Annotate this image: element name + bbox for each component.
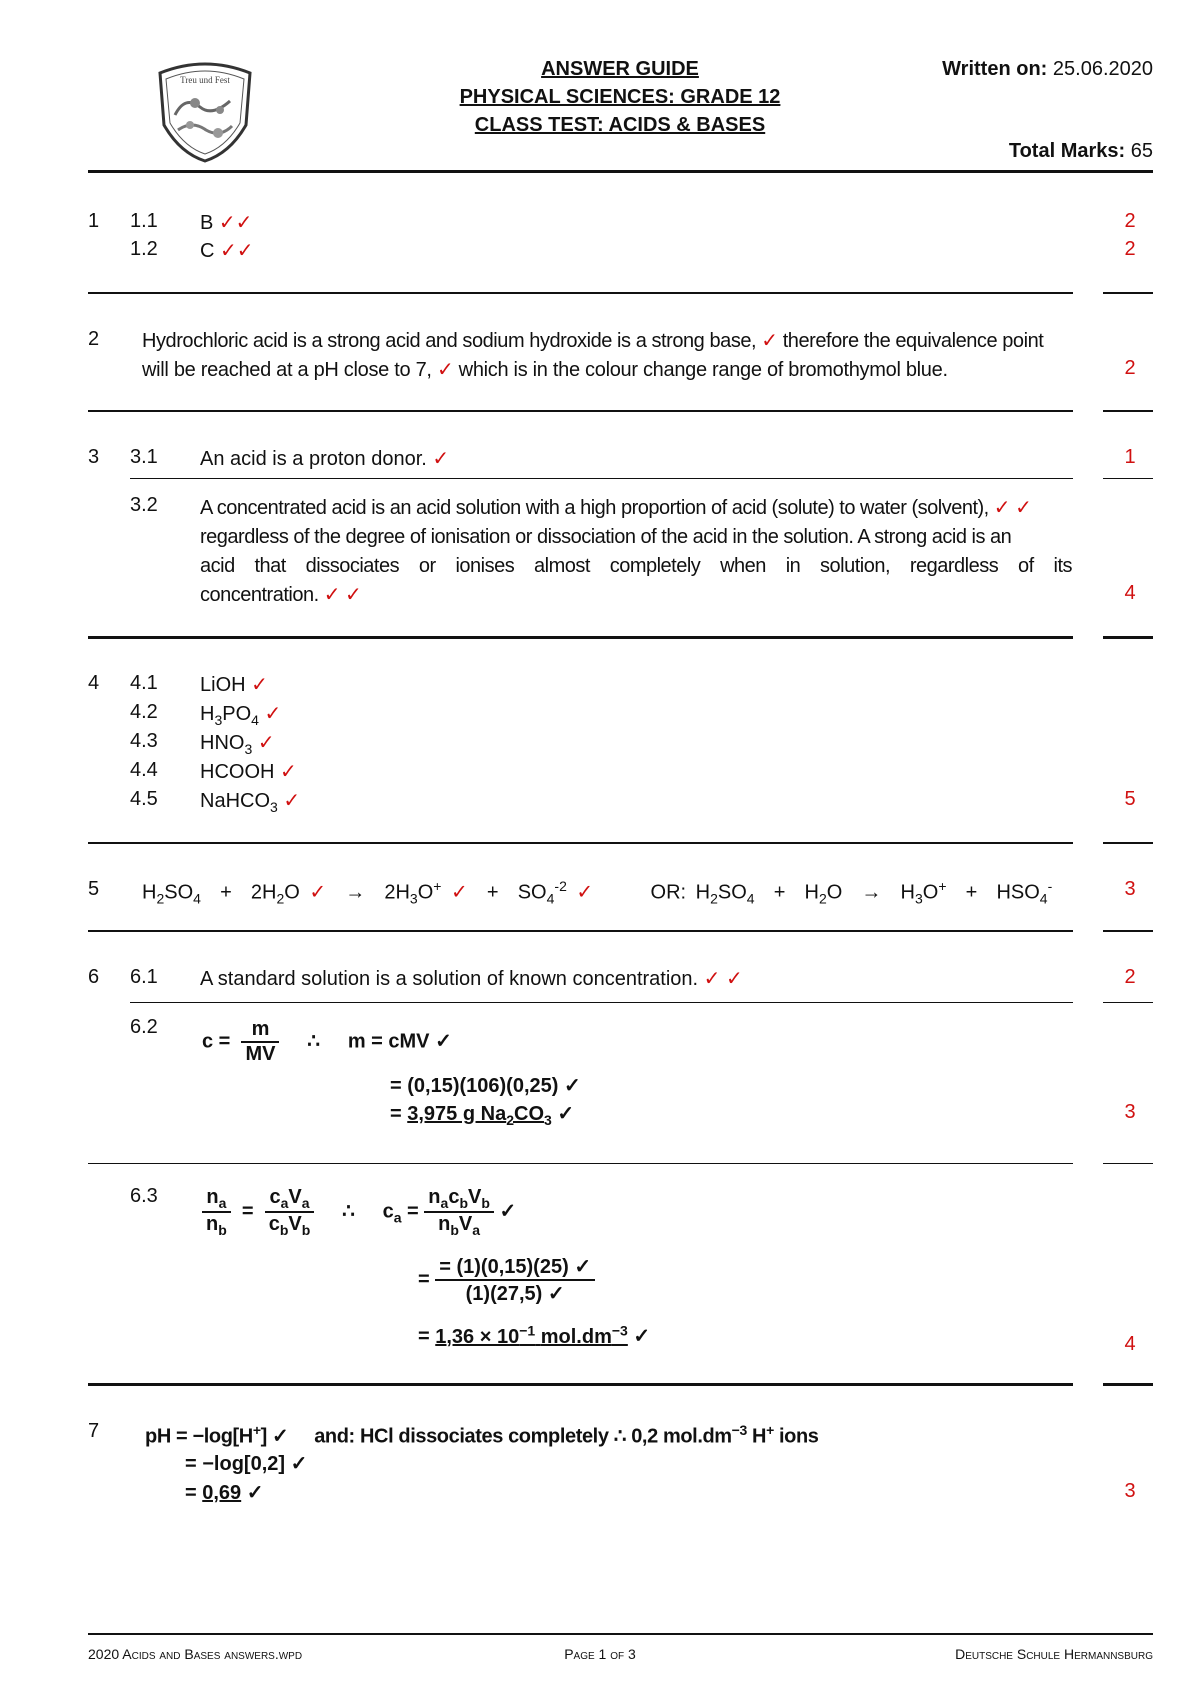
q7-line2: = −log[0,2] ✓ <box>185 1453 308 1475</box>
q6-3-label: 6.3 <box>130 1185 158 1207</box>
divider <box>130 478 1073 479</box>
marks-divider <box>1103 1163 1153 1164</box>
q4-2-answer: $H_3PO_4$ ✓ <box>200 703 282 728</box>
q6-3-result: = $1,36 \times 10^{-1}$ $mol.dm^{-3}$ ✓ <box>418 1322 651 1348</box>
q3-number: 3 <box>88 446 100 468</box>
q6-3-substitution: = $\frac{= (1)(0,15)(25) ✓}{(1)(27,5) ✓}$ <box>418 1254 595 1306</box>
q4-3-answer: $HNO_3$ ✓ <box>200 732 275 757</box>
q4-1-label: 4.1 <box>130 672 158 694</box>
q2-marks: 2 <box>1124 357 1136 379</box>
q1-1-label: 1.1 <box>130 210 158 232</box>
written-on: Written on: 25.06.2020 <box>942 58 1153 80</box>
q4-3-label: 4.3 <box>130 730 158 752</box>
q3-1-answer: An acid is a proton donor. ✓ <box>200 448 450 470</box>
q3-2-answer: A concentrated acid is an acid solution with a high proportion of acid (solute) to water (solvent), ✓ ✓ regardless of the degree of ionisation or dissociation of the acid in the solution. A strong acid is an acid that dissociates or ionises almost completely when in solution, regardless of its concentration. ✓ ✓ <box>200 497 1072 606</box>
school-crest-logo <box>150 55 260 165</box>
divider <box>88 292 1073 294</box>
header-rule <box>88 170 1153 173</box>
footer-school: Deutsche Schule Hermannsburg <box>955 1646 1153 1662</box>
q5-equation: $H_2SO_4 + 2H_2O$ ✓ → $2H_3O^+$ ✓ + $SO_4^{-2}$ ✓ OR: $H_2SO_4 + H_2O \to H_3O^+ + HSO_4^-$ <box>142 878 1053 907</box>
q7-line3: = 0,69 ✓ <box>185 1482 264 1504</box>
q6-3-marks: 4 <box>1124 1333 1136 1355</box>
q7-marks: 3 <box>1124 1480 1136 1502</box>
q1-2-marks: 2 <box>1124 238 1136 260</box>
footer-filename: 2020 Acids and Bases answers.wpd <box>88 1646 303 1662</box>
q6-number: 6 <box>88 966 100 988</box>
q1-1-marks: 2 <box>1124 210 1136 232</box>
q3-1-label: 3.1 <box>130 446 158 468</box>
q6-1-label: 6.1 <box>130 966 158 988</box>
divider <box>88 842 1073 844</box>
q6-3-formula: $\frac{n_a}{n_b}$ = $\frac{c_aV_a}{c_bV_b}$ ∴ $c_a$ = $\frac{n_ac_bV_b}{n_bV_a}$ ✓ <box>202 1186 516 1238</box>
q6-2-result: = 3,975 g $Na_2CO_3$ ✓ <box>390 1103 575 1128</box>
title-answer-guide: ANSWER GUIDE <box>541 58 699 80</box>
marks-divider <box>1103 636 1153 639</box>
q1-2-answer: C ✓✓ <box>200 240 254 262</box>
q4-4-answer: HCOOH ✓ <box>200 761 297 783</box>
marks-divider <box>1103 410 1153 412</box>
q4-number: 4 <box>88 672 100 694</box>
q6-1-answer: A standard solution is a solution of known concentration. ✓ ✓ <box>200 968 743 990</box>
q4-5-label: 4.5 <box>130 788 158 810</box>
q4-2-label: 4.2 <box>130 701 158 723</box>
marks-divider <box>1103 478 1153 479</box>
q6-2-marks: 3 <box>1124 1101 1136 1123</box>
total-marks: Total Marks: 65 <box>1008 140 1153 162</box>
marks-divider <box>1103 842 1153 844</box>
q1-1-answer: B ✓✓ <box>200 212 253 234</box>
q6-2-label: 6.2 <box>130 1016 158 1038</box>
q3-2-marks: 4 <box>1124 582 1136 604</box>
divider <box>130 1002 1073 1003</box>
q1-number: 1 <box>88 210 100 232</box>
svg-text:Treu und Fest: Treu und Fest <box>180 75 230 85</box>
q7-line1: pH = −log[H+] ✓ and: HCl dissociates completely ∴ 0,2 $mol.dm^{-3}$ H+ ions <box>145 1422 819 1448</box>
q2-answer-line2: will be reached at a pH close to 7, ✓ which is in the colour change range of bromothymol blue. <box>142 359 948 381</box>
footer-rule <box>88 1633 1153 1635</box>
q3-1-marks: 1 <box>1124 446 1136 468</box>
footer-page: Page 1 of 3 <box>564 1646 636 1662</box>
divider <box>88 410 1073 412</box>
divider <box>88 1383 1073 1386</box>
marks-divider <box>1103 930 1153 932</box>
q2-number: 2 <box>88 328 100 350</box>
q4-4-label: 4.4 <box>130 759 158 781</box>
q5-number: 5 <box>88 878 100 900</box>
q7-number: 7 <box>88 1420 100 1442</box>
q6-2-formula: c = $\frac{m}{MV}$ ∴ m = cMV ✓ <box>202 1018 452 1065</box>
q4-marks: 5 <box>1124 788 1136 810</box>
q5-marks: 3 <box>1124 878 1136 900</box>
title-test: CLASS TEST: ACIDS & BASES <box>474 114 766 136</box>
q6-2-substitution: = (0,15)(106)(0,25) ✓ <box>390 1075 581 1097</box>
title-subject: PHYSICAL SCIENCES: GRADE 12 <box>459 86 781 108</box>
marks-divider <box>1103 1002 1153 1003</box>
q4-5-answer: NaHCO$_3$ ✓ <box>200 790 301 815</box>
divider <box>88 930 1073 932</box>
divider <box>88 1163 1073 1164</box>
q6-1-marks: 2 <box>1124 966 1136 988</box>
q4-1-answer: LiOH ✓ <box>200 674 268 696</box>
divider <box>88 636 1073 639</box>
q3-2-label: 3.2 <box>130 494 158 516</box>
q1-2-label: 1.2 <box>130 238 158 260</box>
q2-answer-line1: Hydrochloric acid is a strong acid and sodium hydroxide is a strong base, ✓ therefore the equivalence point <box>142 330 1044 352</box>
marks-divider <box>1103 292 1153 294</box>
marks-divider <box>1103 1383 1153 1386</box>
